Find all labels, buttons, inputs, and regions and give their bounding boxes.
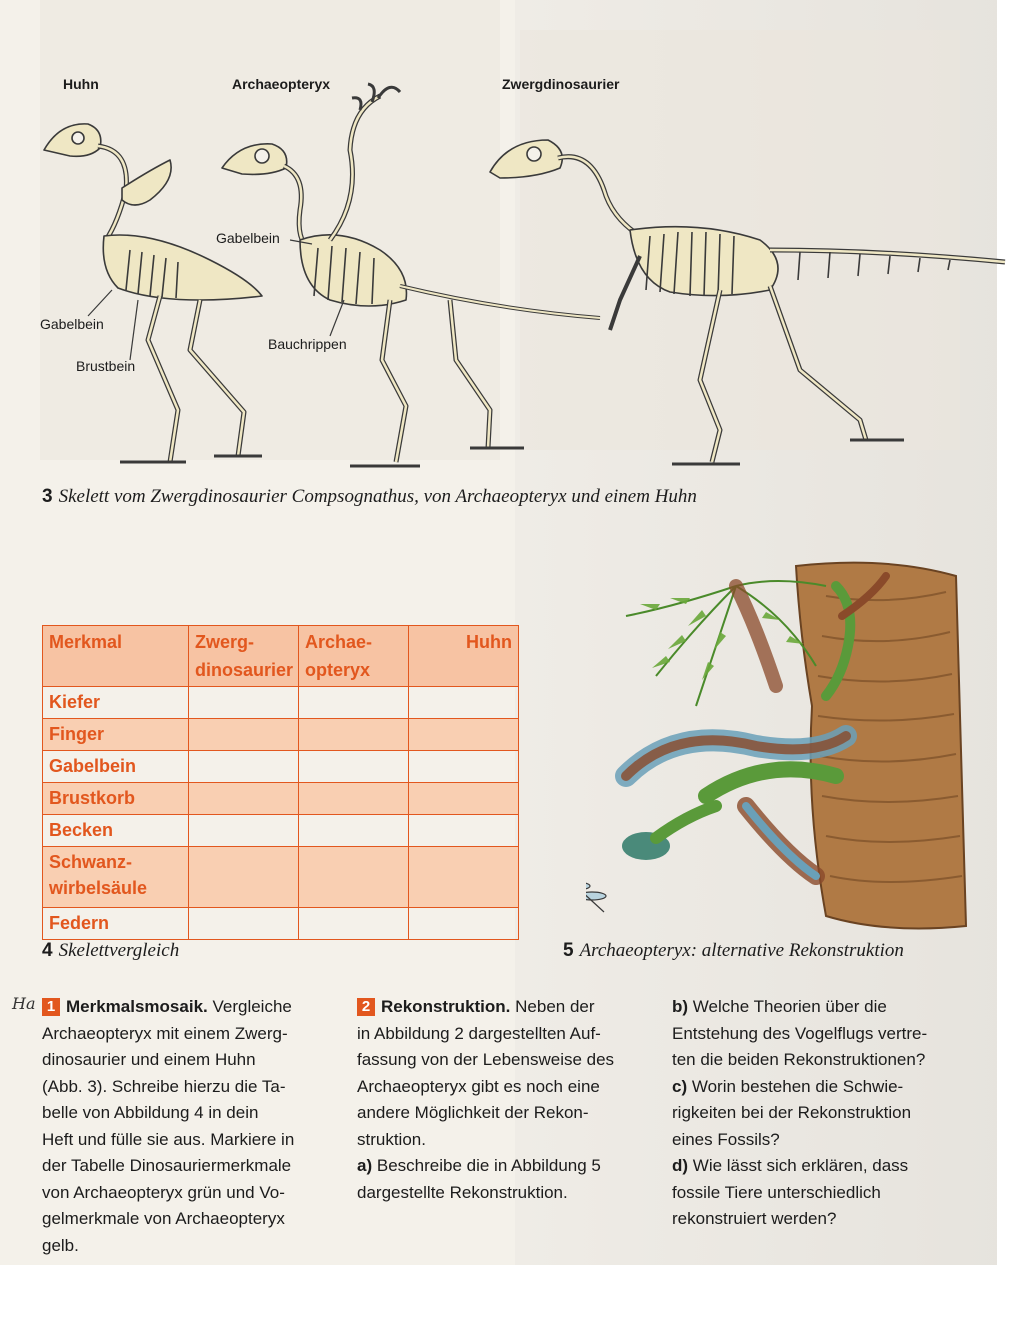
task-1-text: (Abb. 3). Schreibe hierzu die Ta- [42,1076,286,1096]
label-gabelbein-archaeopteryx: Gabelbein [216,230,280,246]
row-label-kiefer: Kiefer [43,687,189,719]
task-2-number: 2 [357,998,375,1016]
row-label-federn: Federn [43,908,189,940]
skeleton-comparison-table [42,625,519,940]
task-1-line [42,994,337,1021]
row-label-brustkorb: Brustkorb [43,783,189,815]
header-merkmal: Merkmal [43,626,189,687]
task-2-text: fassung von der Lebensweise des [357,1050,615,1069]
task-2c-text: Worin bestehen die Schwie- [691,1076,904,1096]
label-gabelbein-huhn: Gabelbein [40,316,104,332]
huhn-skeleton [44,124,262,462]
task-2-text: struktion. [357,1129,426,1149]
task-2-title: Rekonstruktion. [381,997,511,1016]
table-row [43,783,519,815]
task-2d-text: fossile Tiere unterschiedlich [672,1182,881,1202]
figure-5-number: 5 [563,940,574,961]
header-zwergdinosaurier-line2: dinosaurier [195,660,294,680]
row-label-schwanz-line2: wirbelsäule [49,878,148,898]
skeleton-figure [0,0,1011,480]
task-1-text: Archaeopteryx mit einem Zwerg- [42,1023,288,1043]
task-2-text: Neben der [515,997,595,1016]
task-2a-text: dargestellte Rekonstruktion. [357,1182,568,1202]
row-label-becken: Becken [43,815,189,847]
archaeopteryx-reconstruction-illustration [586,556,986,936]
header-archaeopteryx-line2: opteryx [305,660,371,680]
table-header-row [43,626,519,687]
figure-3-number: 3 [42,486,53,507]
label-archaeopteryx: Archaeopteryx [232,76,331,92]
task-2a [357,1153,657,1180]
row-label-gabelbein: Gabelbein [43,751,189,783]
task-2b-text: Entstehung des Vogelflugs vertre- [672,1023,928,1043]
task-2b-text: ten die beiden Rekonstruktionen? [672,1050,926,1069]
task-1-text: Vergleiche [212,997,292,1016]
header-archaeopteryx-line1: Archae- [305,632,373,652]
task-2 [357,994,657,1206]
task-2-text: andere Möglichkeit der Rekon- [357,1103,589,1122]
label-huhn: Huhn [63,76,99,92]
task-2c [672,1074,972,1101]
task-2b-label: b) [672,997,689,1016]
task-2d-label: d) [672,1156,689,1175]
task-1-number: 1 [42,998,60,1016]
task-2-line [357,994,657,1021]
task-2-text: Archaeopteryx gibt es noch eine [357,1076,600,1096]
task-2c-text: rigkeiten bei der Rekonstruktion [672,1103,912,1122]
header-archaeopteryx [299,626,409,687]
task-2a-text: Beschreibe die in Abbildung 5 [376,1156,601,1175]
header-zwergdinosaurier-line1: Zwerg- [195,632,255,652]
task-2d [672,1153,972,1180]
row-label-finger: Finger [43,719,189,751]
task-1-text: gelb. [42,1235,79,1255]
task-1-text: belle von Abbildung 4 in dein [42,1103,259,1122]
zwergdinosaurier-skeleton [490,140,1005,464]
task-2-text: in Abbildung 2 dargestellten Auf- [357,1023,601,1043]
task-1-text: von Archaeopteryx grün und Vo- [42,1182,285,1202]
task-2b [672,994,972,1021]
table-row [43,687,519,719]
table-row [43,908,519,940]
task-1-text: gelmerkmale von Archaeopteryx [42,1209,285,1228]
task-2c-text: eines Fossils? [672,1129,780,1149]
page-bottom-margin [0,1265,1011,1331]
task-1-text: der Tabelle Dinosauriermerkmale [42,1156,292,1175]
task-2b-text: Welche Theorien über die [692,997,887,1016]
figure-3-caption-text: Skelett vom Zwergdinosaurier Compsognathus, von Archaeopteryx und einem Huhn [58,486,697,507]
task-2d-text: rekonstruiert werden? [672,1209,837,1228]
task-1 [42,994,337,1259]
task-2c-label: c) [672,1076,688,1096]
label-bauchrippen: Bauchrippen [268,336,347,352]
task-1-text: dinosaurier und einem Huhn [42,1050,256,1069]
figure-4-number: 4 [42,940,53,961]
figure-5-caption-text: Archaeopteryx: alternative Rekonstruktion [579,940,904,961]
table-row [43,815,519,847]
row-label-schwanzwirbelsaeule [43,847,189,908]
dragonfly [586,882,606,912]
task-2d-text: Wie lässt sich erklären, dass [692,1156,909,1175]
header-huhn: Huhn [409,626,519,687]
label-brustbein: Brustbein [76,358,136,374]
row-label-schwanz-line1: Schwanz- [49,852,133,872]
header-zwergdinosaurier [189,626,299,687]
label-zwergdinosaurier: Zwergdinosaurier [502,76,620,92]
handwritten-note: Ha [12,994,36,1013]
table-row [43,847,519,908]
figure-3-caption [42,486,697,508]
figure-4-caption [42,940,179,962]
task-2a-label: a) [357,1156,373,1175]
figure-5-caption [563,940,904,962]
table-row [43,751,519,783]
task-1-text: Heft und fülle sie aus. Markiere in [42,1129,295,1149]
task-1-title: Merkmalsmosaik. [66,997,208,1016]
task-2-continued [672,994,972,1233]
table-row [43,719,519,751]
figure-4-caption-text: Skelettvergleich [58,940,180,961]
